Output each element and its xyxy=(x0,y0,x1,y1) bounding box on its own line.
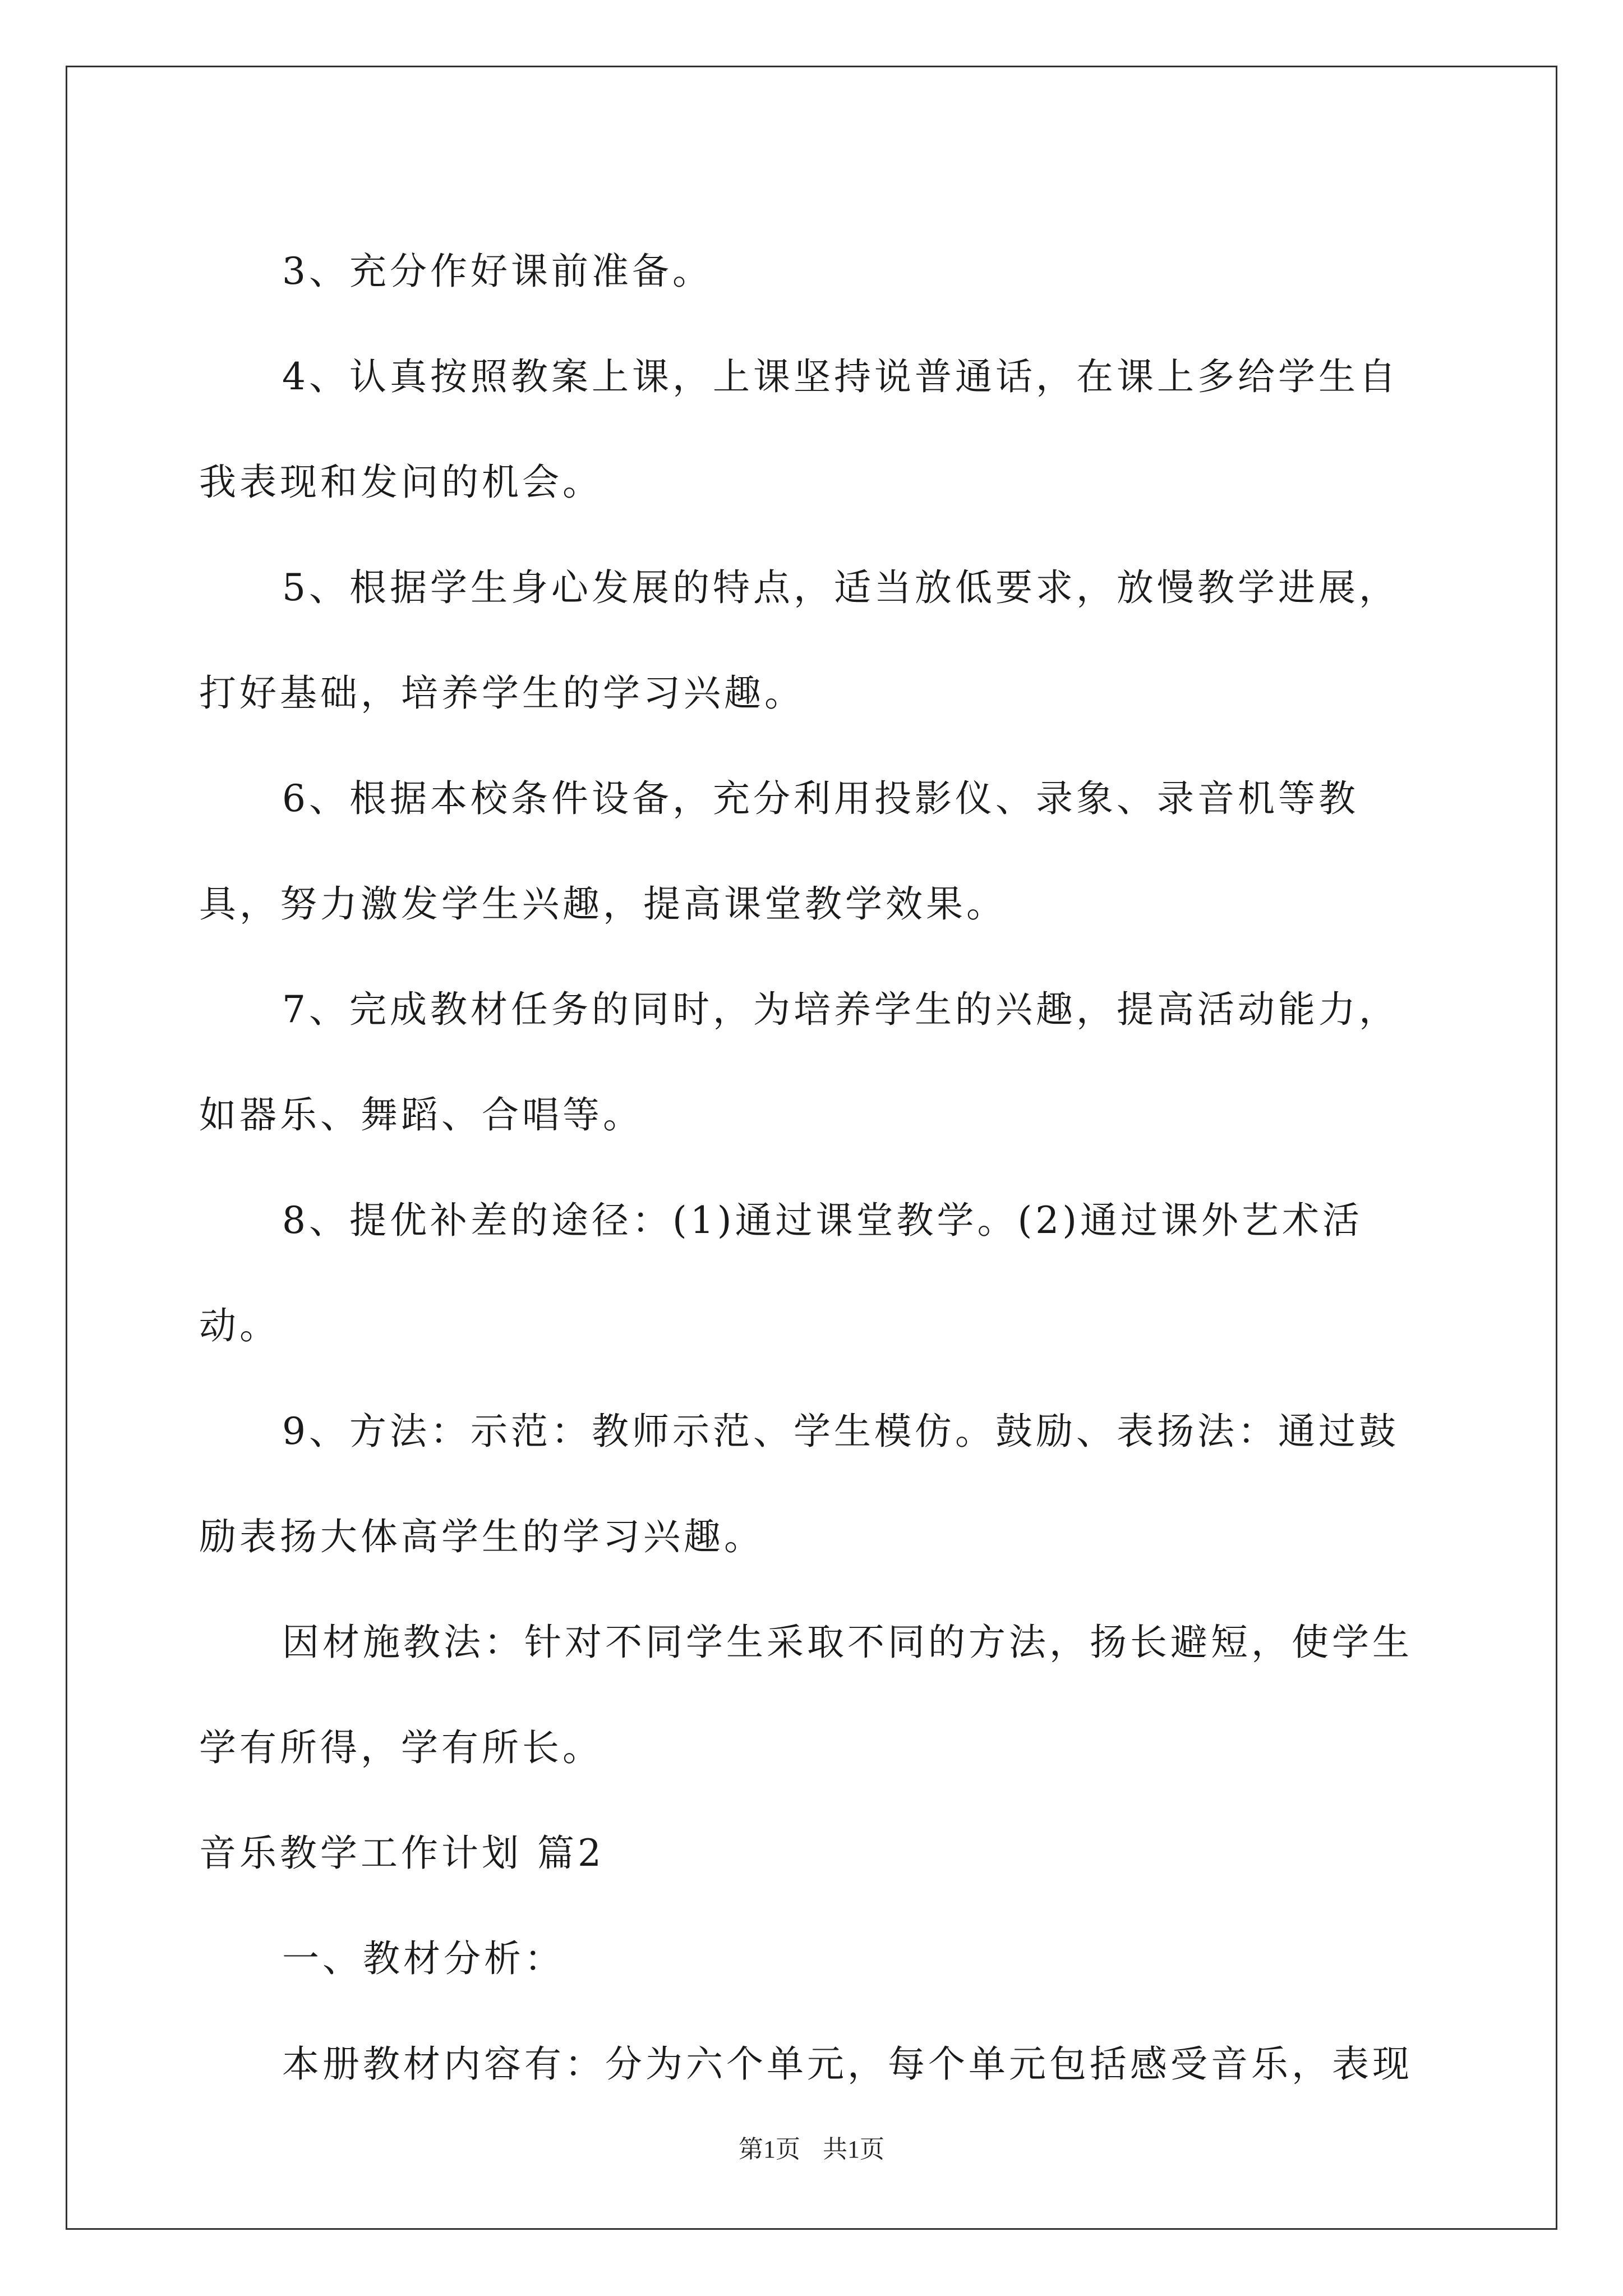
paragraph: 因材施教法：针对不同学生采取不同的方法，扬长避短，使学生学有所得，学有所长。 xyxy=(199,1621,1413,1769)
page-footer xyxy=(0,2129,1623,2165)
page-number-current: 第1页 xyxy=(739,2136,800,2163)
paragraph: 3、充分作好课前准备。 xyxy=(282,250,713,293)
paragraph: 一、教材分析： xyxy=(282,1937,565,1980)
paragraph: 4、认真按照教案上课，上课坚持说普通话，在课上多给学生自我表现和发问的机会。 xyxy=(199,355,1399,504)
page-number-total: 共1页 xyxy=(823,2136,884,2163)
paragraph: 本册教材内容有：分为六个单元，每个单元包括感受音乐，表现 xyxy=(282,2042,1413,2086)
paragraph: 9、方法：示范：教师示范、学生模仿。鼓励、表扬法：通过鼓励表扬大体高学生的学习兴趣。 xyxy=(199,1410,1399,1558)
paragraph: 7、完成教材任务的同时，为培养学生的兴趣，提高活动能力，如器乐、舞蹈、合唱等。 xyxy=(199,988,1399,1137)
section-heading: 音乐教学工作计划 篇2 xyxy=(199,1832,605,1875)
paragraph: 5、根据学生身心发展的特点，适当放低要求，放慢教学进展，打好基础，培养学生的学习兴趣。 xyxy=(199,566,1399,715)
document-body xyxy=(199,219,1433,2117)
paragraph: 8、提优补差的途径：(1)通过课堂教学。(2)通过课外艺术活动。 xyxy=(199,1199,1363,1347)
paragraph: 6、根据本校条件设备，充分利用投影仪、录象、录音机等教具，努力激发学生兴趣，提高课堂教学效果。 xyxy=(199,777,1359,926)
